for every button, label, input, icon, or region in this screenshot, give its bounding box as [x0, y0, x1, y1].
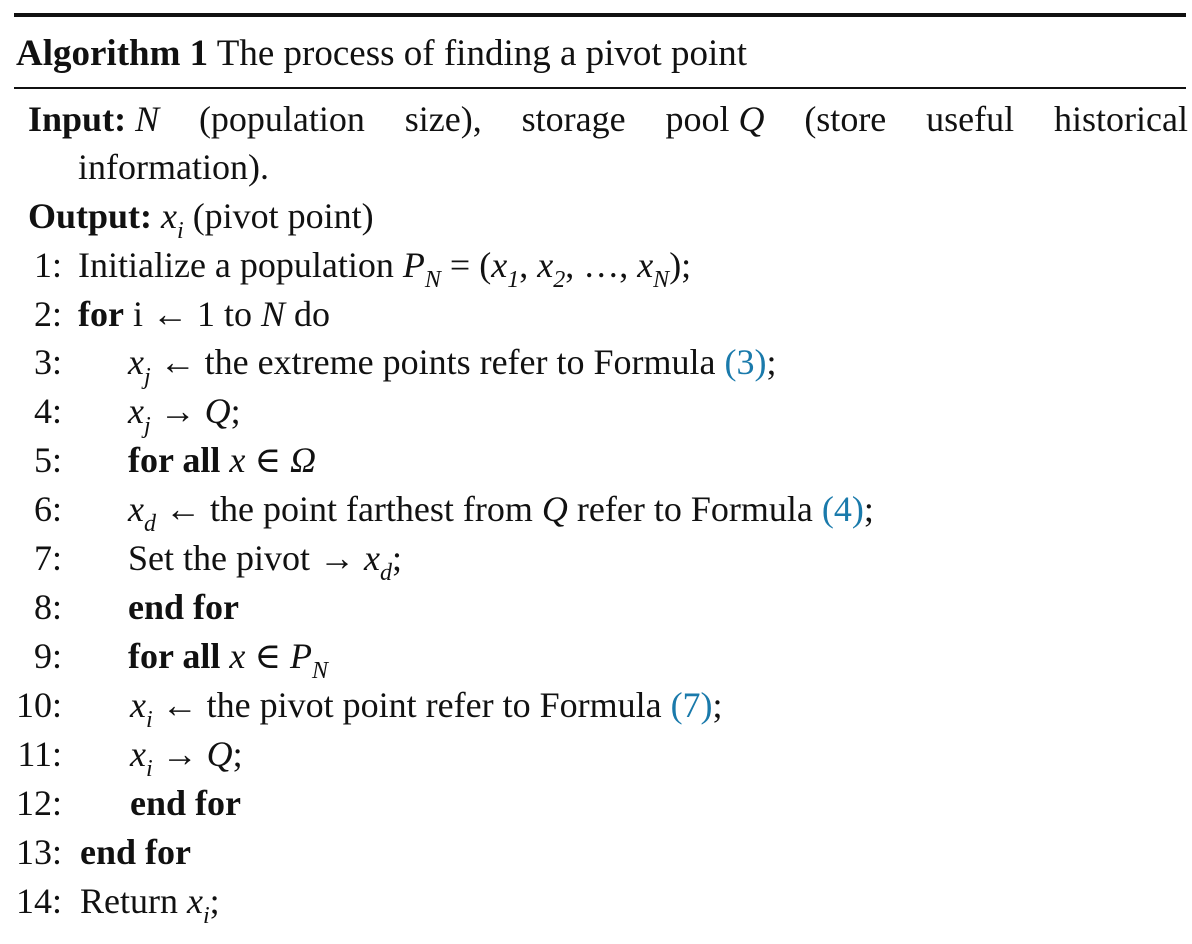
- input-word: (store: [804, 99, 887, 139]
- line-number: 10:: [15, 685, 62, 725]
- line-code: [128, 534, 402, 586]
- formula-ref-link[interactable]: (7): [670, 685, 713, 725]
- math-op: );: [669, 245, 692, 285]
- math-sub: j: [143, 413, 151, 439]
- math-sub: 2: [553, 267, 566, 293]
- top-rule: [14, 13, 1186, 17]
- math-var: Q: [206, 734, 233, 774]
- math-var: Ω: [289, 440, 317, 480]
- output-spec: [28, 192, 374, 244]
- line-text: Set the pivot →: [128, 538, 364, 578]
- line-text: Initialize a population: [78, 245, 403, 285]
- line-code: [128, 436, 316, 484]
- keyword: end for: [128, 587, 239, 627]
- line-number: 14:: [15, 881, 62, 921]
- math-sub: i: [145, 707, 153, 733]
- math-var: x: [537, 245, 554, 285]
- input-word: (population: [198, 99, 365, 139]
- algorithm-title-text: The process of finding a pivot point: [216, 33, 748, 74]
- line-text: ← the pivot point refer to Formula: [152, 685, 671, 725]
- line-number: 13:: [15, 832, 62, 872]
- input-line: [28, 95, 1188, 143]
- math-var: x: [637, 245, 654, 285]
- math-var: x: [130, 685, 146, 725]
- line-number: 1:: [33, 245, 62, 285]
- line-code: [130, 779, 241, 827]
- line-code: [128, 632, 328, 684]
- math-sub: 1: [507, 267, 520, 293]
- line-number: 4:: [33, 391, 62, 431]
- line-code: [80, 877, 220, 929]
- input-word: pool: [665, 99, 730, 139]
- math-var: x: [364, 538, 380, 578]
- math-var: x: [128, 489, 144, 529]
- math-op: →: [152, 734, 207, 774]
- math-var: x: [491, 245, 508, 285]
- math-op: ,: [565, 245, 584, 285]
- line-text: ;: [863, 489, 874, 529]
- math-var: P: [402, 245, 425, 285]
- keyword: for: [78, 294, 124, 334]
- line-code: [128, 485, 874, 537]
- math-op: →: [150, 391, 205, 431]
- line-number: 11:: [17, 734, 62, 774]
- line-number: 2:: [33, 294, 62, 334]
- line-code: [128, 338, 777, 390]
- line-code: [130, 681, 723, 733]
- keyword: for all: [128, 636, 221, 676]
- line-number: 3:: [33, 342, 62, 382]
- algorithm-label: Algorithm 1: [16, 33, 209, 74]
- line-text: do: [285, 294, 330, 334]
- formula-ref-link[interactable]: (3): [724, 342, 767, 382]
- math-var: x: [229, 636, 246, 676]
- math-var: x: [130, 734, 146, 774]
- output-text: (pivot point): [192, 196, 374, 236]
- line-number: 12:: [15, 783, 62, 823]
- line-text: Return: [80, 881, 187, 921]
- input-word: historical: [1053, 99, 1188, 139]
- output-label: Output:: [28, 196, 153, 236]
- math-op: ,: [519, 245, 538, 285]
- math-var: x: [128, 342, 144, 382]
- input-continuation: information).: [78, 147, 269, 187]
- output-var: x: [161, 196, 178, 236]
- math-sub: N: [653, 267, 670, 293]
- formula-ref-link[interactable]: (4): [821, 489, 864, 529]
- math-sub: j: [143, 364, 151, 390]
- input-word: storage: [521, 99, 626, 139]
- line-code: [128, 583, 239, 631]
- math-op: ∈: [245, 440, 290, 480]
- math-var: Q: [204, 391, 231, 431]
- line-text: ;: [232, 734, 243, 774]
- line-code: [130, 730, 243, 782]
- line-number: 9:: [33, 636, 62, 676]
- line-text: ;: [712, 685, 723, 725]
- math-var: x: [229, 440, 246, 480]
- keyword: end for: [80, 832, 191, 872]
- input-var-n: N: [135, 99, 160, 139]
- math-sub: N: [311, 658, 328, 684]
- math-sub: i: [202, 903, 210, 929]
- keyword: for all: [128, 440, 221, 480]
- output-sub: i: [177, 218, 184, 244]
- line-number: 7:: [33, 538, 62, 578]
- keyword: end for: [130, 783, 241, 823]
- math-op: ∈: [245, 636, 290, 676]
- line-text: ;: [209, 881, 220, 921]
- math-sub: d: [379, 560, 392, 586]
- line-text: ;: [391, 538, 402, 578]
- math-var: x: [186, 881, 203, 921]
- line-number: 8:: [33, 587, 62, 627]
- input-label: Input:: [28, 99, 127, 139]
- math-op: …: [583, 245, 620, 285]
- line-text: ← the extreme points refer to Formula: [150, 342, 725, 382]
- line-number: 6:: [33, 489, 62, 529]
- math-var: N: [260, 294, 285, 334]
- math-var: P: [289, 636, 312, 676]
- line-text: refer to Formula: [567, 489, 822, 529]
- line-text: ;: [766, 342, 777, 382]
- input-spec: [28, 95, 1188, 191]
- algorithm-title: [16, 30, 747, 78]
- math-sub: N: [424, 267, 441, 293]
- math-sub: d: [143, 511, 156, 537]
- line-number: 5:: [33, 440, 62, 480]
- input-word: useful: [926, 99, 1015, 139]
- math-var: x: [128, 391, 144, 431]
- input-word: size),: [404, 99, 482, 139]
- math-op: ,: [619, 245, 638, 285]
- math-op: = (: [440, 245, 492, 285]
- math-sub: i: [145, 756, 153, 782]
- header-rule: [14, 87, 1186, 89]
- line-code: [80, 828, 191, 876]
- line-code: [78, 290, 330, 338]
- line-code: [128, 387, 241, 439]
- math-var: Q: [541, 489, 568, 529]
- line-text: i ← 1 to: [123, 294, 261, 334]
- line-code: [78, 241, 692, 293]
- line-text: ;: [230, 391, 241, 431]
- input-var-q: Q: [738, 99, 765, 139]
- line-text: ← the point farthest from: [155, 489, 542, 529]
